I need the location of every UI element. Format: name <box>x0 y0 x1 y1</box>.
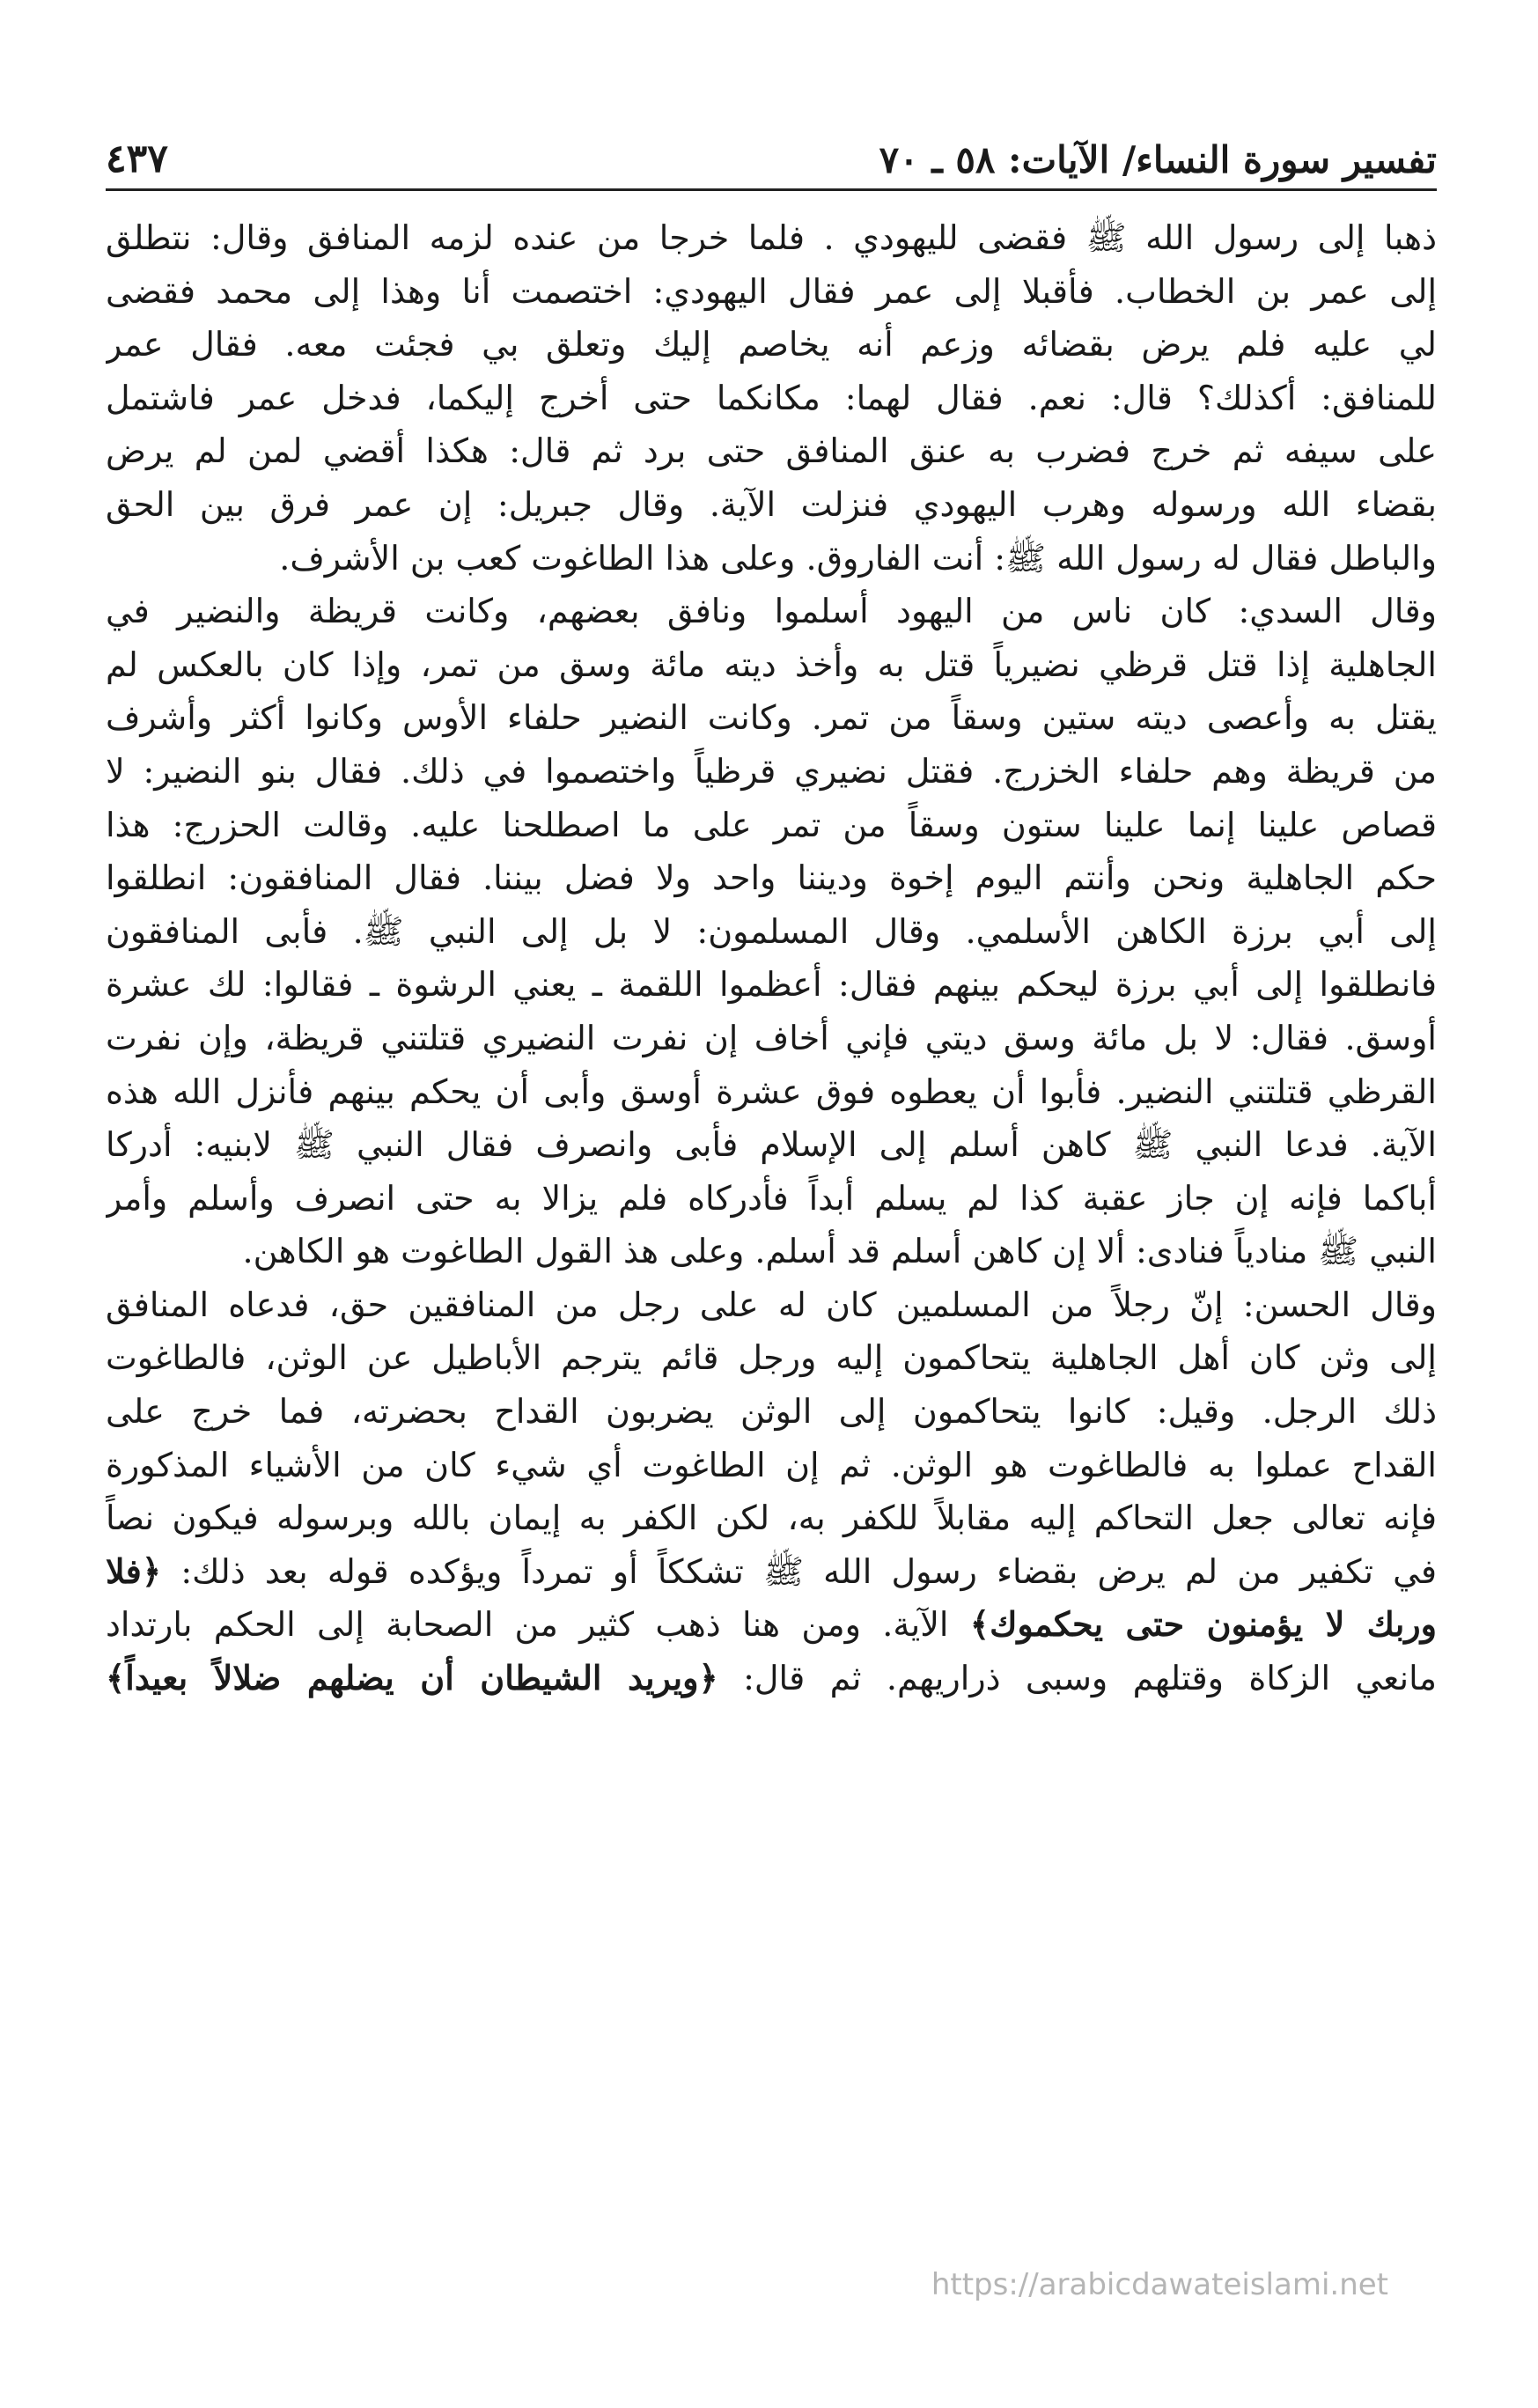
text-line: النبي ﷺ منادياً فنادى: ألا إن كاهن أسلم قد أسلم. وعلى هذ القول الطاغوت هو الكاهن. <box>242 1232 1437 1271</box>
text-line: من قريظة وهم حلفاء الخزرج. فقتل نضيري قرظياً واختصموا في ذلك. فقال بنو النضير: لا <box>106 751 1437 791</box>
text-line: بقضاء الله ورسوله وهرب اليهودي فنزلت الآية. وقال جبريل: إن عمر فرق بين الحق <box>106 484 1437 524</box>
text-line <box>106 1545 1437 1599</box>
text-line: لي عليه فلم يرض بقضائه وزعم أنه يخاصم إليك وتعلق بي فجئت معه. فقال عمر <box>106 325 1437 365</box>
text-line: ذلك الرجل. وقيل: كانوا يتحاكمون إلى الوثن يضربون القداح بحضرته، فما خرج على <box>106 1392 1437 1432</box>
header-divider <box>106 188 1437 191</box>
text-line: إلى وثن كان أهل الجاهلية يتحاكمون إليه ورجل قائم يترجم الأباطيل عن الوثن، فالطاغوت <box>106 1338 1437 1378</box>
text-segment: في تكفير من لم يرض بقضاء رسول الله ﷺ تشككاً أو تمرداً ويؤكده قوله بعد ذلك: <box>180 1551 1437 1591</box>
page-number: ٤٣٧ <box>106 136 168 181</box>
quran-quote: وربك لا يؤمنون حتى يحكموك﴾ <box>969 1604 1437 1645</box>
text-line: وقال السدي: كان ناس من اليهود أسلموا ونافق بعضهم، وكانت قريظة والنضير في <box>106 592 1437 631</box>
text-line: حكم الجاهلية ونحن وأنتم اليوم إخوة وديننا واحد ولا فضل بيننا. فقال المنافقون: انطلقوا <box>106 858 1437 898</box>
text-line: قصاص علينا إنما علينا ستون وسقاً من تمر على ما اصطلحنا عليه. وقالت الحزرج: هذا <box>106 805 1437 844</box>
quran-quote: ﴿ويريد الشيطان أن يضلهم ضلالاً بعيداً﴾ <box>106 1658 718 1698</box>
text-line: على سيفه ثم خرج فضرب به عنق المنافق حتى برد ثم قال: هكذا أقضي لمن لم يرض <box>106 431 1437 471</box>
running-header <box>106 132 1437 194</box>
text-line: أباكما فإنه إن جاز عقبة كذا لم يسلم أبداً فأدركاه فلم يزالا به حتى انصرف وأسلم وأمر <box>106 1178 1437 1218</box>
text-line: إلى عمر بن الخطاب. فأقبلا إلى عمر فقال اليهودي: اختصمت أنا وهذا إلى محمد فقضى <box>106 271 1437 311</box>
text-segment: مانعي الزكاة وقتلهم وسبى ذراريهم. ثم قال: <box>743 1659 1437 1698</box>
text-line: فإنه تعالى جعل التحاكم إليه مقابلاً للكفر به، لكن الكفر به إيمان بالله وبرسوله فيكون نصاً <box>106 1499 1437 1538</box>
header-title: تفسير سورة النساء/ الآيات: ٥٨ ـ ٧٠ <box>879 138 1437 181</box>
text-line: أوسق. فقال: لا بل مائة وسق ديتي فإني أخاف إن نفرت النضيري قتلتني قريظة، وإن نفرت <box>106 1018 1437 1057</box>
text-line: إلى أبي برزة الكاهن الأسلمي. وقال المسلمون: لا بل إلى النبي ﷺ. فأبى المنافقون <box>106 911 1437 951</box>
text-line: القداح عملوا به فالطاغوت هو الوثن. ثم إن الطاغوت أي شيء كان من الأشياء المذكورة <box>106 1445 1437 1484</box>
text-line: والباطل فقال له رسول الله ﷺ: أنت الفاروق. وعلى هذا الطاغوت كعب بن الأشرف. <box>279 538 1437 578</box>
text-line: الجاهلية إذا قتل قرظي نضيرياً قتل به وأخذ ديته مائة وسق من تمر، وإذا كان بالعكس لم <box>106 644 1437 684</box>
watermark-url: https://arabicdawateislami.net <box>931 2267 1388 2302</box>
text-line: فانطلقوا إلى أبي برزة ليحكم بينهم فقال: أعظموا اللقمة ـ يعني الرشوة ـ فقالوا: لك عشرة <box>106 965 1437 1005</box>
text-line: الآية. فدعا النبي ﷺ كاهن أسلم إلى الإسلام فأبى وانصرف فقال النبي ﷺ لابنيه: أدركا <box>106 1125 1437 1165</box>
text-line: القرظي قتلتني النضير. فأبوا أن يعطوه فوق عشرة أوسق وأبى أن يحكم بينهم فأنزل الله هذه <box>106 1071 1437 1111</box>
text-line: ذهبا إلى رسول الله ﷺ فقضى لليهودي . فلما خرجا من عنده لزمه المنافق وقال: نتطلق <box>106 218 1437 257</box>
text-line: يقتل به وأعصى ديته ستين وسقاً من تمر. وكانت النضير حلفاء الأوس وكانوا أكثر وأشرف <box>106 698 1437 738</box>
text-line: للمنافق: أكذلك؟ قال: نعم. فقال لهما: مكانكما حتى أخرج إليكما، فدخل عمر فاشتمل <box>106 378 1437 417</box>
quran-quote: ﴿فلا <box>106 1550 162 1591</box>
text-line <box>106 1652 1437 1705</box>
text-segment: الآية. ومن هنا ذهب كثير من الصحابة إلى الحكم بارتداد <box>106 1605 949 1645</box>
body-text <box>106 211 1437 1705</box>
text-line <box>106 1598 1437 1652</box>
text-line: وقال الحسن: إنّ رجلاً من المسلمين كان له على رجل من المنافقين حق، فدعاه المنافق <box>106 1285 1437 1324</box>
